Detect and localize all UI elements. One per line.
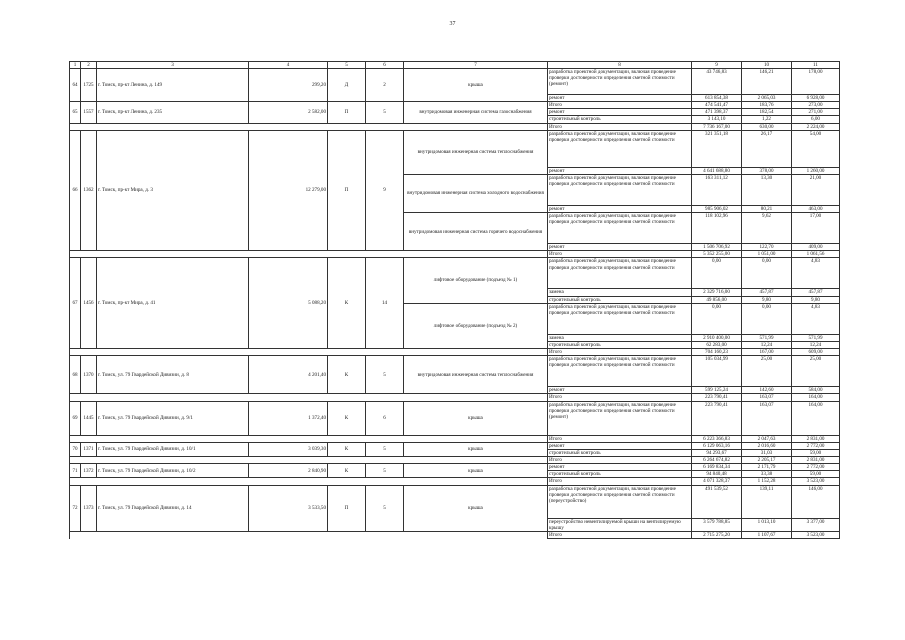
row-index: 67	[70, 258, 81, 349]
area: 4 201,40	[249, 356, 328, 394]
cost: 6 129 063,16	[692, 442, 742, 449]
cost: 163 311,12	[692, 174, 742, 205]
unit-cost: 12,24	[742, 341, 792, 348]
floors: 2	[366, 69, 404, 102]
unit-cost: 0,00	[742, 258, 792, 289]
unit-cost: 25,00	[742, 356, 792, 387]
house-code: 1456	[81, 258, 97, 349]
area: 2 582,00	[249, 102, 328, 123]
element: внутридомовая инженерная система горячего водоснабжения	[404, 213, 548, 251]
area: 12 279,00	[249, 130, 328, 250]
work-type: ремонт	[548, 205, 692, 212]
cost: 491 539,52	[692, 485, 742, 518]
cost: 599 125,24	[692, 387, 742, 394]
unit-cost: 80,21	[742, 205, 792, 212]
cost: 6 264 674,82	[692, 456, 742, 463]
work-type: переустройство невентилируемой крыши на вентилируемую крышу	[548, 518, 692, 531]
cost: 474 541,47	[692, 102, 742, 109]
table-row	[70, 123, 840, 130]
col-header: 3	[97, 62, 249, 69]
unit-cost: 1 051,00	[742, 251, 792, 258]
element: крыша	[404, 464, 548, 478]
cost: 2 910 400,00	[692, 334, 742, 341]
col-header: 7	[404, 62, 548, 69]
wall-material: К	[328, 258, 366, 349]
unit-cost: 2 205,17	[742, 456, 792, 463]
wall-material: П	[328, 130, 366, 250]
floors: 5	[366, 485, 404, 531]
floors: 5	[366, 356, 404, 394]
max-unit-cost: 2 772,00	[792, 464, 840, 471]
unit-cost: 2 065,03	[742, 95, 792, 102]
unit-cost: 1 107,67	[742, 531, 792, 538]
page-number: 37	[449, 21, 456, 27]
max-unit-cost: 25,00	[792, 356, 840, 387]
work-type: ремонт	[548, 109, 692, 116]
work-type: замена	[548, 289, 692, 296]
unit-cost: 183,76	[742, 102, 792, 109]
cost: 2 329 716,00	[692, 289, 742, 296]
cost: 105 034,99	[692, 356, 742, 387]
row-index: 69	[70, 401, 81, 435]
floors: 9	[366, 130, 404, 250]
element: крыша	[404, 485, 548, 531]
address: г. Томск, пр-кт Ленина, д. 235	[97, 102, 249, 123]
table-row	[70, 442, 840, 449]
unit-cost: 33,38	[742, 471, 792, 478]
header-row	[70, 62, 840, 69]
work-type: строительный контроль	[548, 341, 692, 348]
row-index: 72	[70, 485, 81, 531]
cost: 0,00	[692, 303, 742, 334]
work-type: строительный контроль	[548, 116, 692, 123]
address: г. Томск, ул. 79 Гвардейской Дивизии, д. 8	[97, 356, 249, 394]
max-unit-cost: 463,00	[792, 205, 840, 212]
address: г. Томск, пр-кт Мира, д. 41	[97, 258, 249, 349]
unit-cost: 9,80	[742, 296, 792, 303]
max-unit-cost: 59,00	[792, 449, 840, 456]
work-type: Итого	[548, 531, 692, 538]
area: 3 533,50	[249, 485, 328, 531]
max-unit-cost: 409,00	[792, 244, 840, 251]
work-type: ремонт	[548, 167, 692, 174]
work-type: разработка проектной документации, включая проведение проверки достоверности определения сметной стоимости	[548, 130, 692, 167]
cost: 43 746,83	[692, 69, 742, 95]
work-type: Итого	[548, 349, 692, 356]
work-type: разработка проектной документации, включая проведение проверки достоверности определения сметной стоимости	[548, 174, 692, 205]
work-type: ремонт	[548, 95, 692, 102]
table-row	[70, 102, 840, 109]
unit-cost: 1,22	[742, 116, 792, 123]
area: 299,20	[249, 69, 328, 102]
unit-cost: 378,00	[742, 167, 792, 174]
wall-material: Д	[328, 69, 366, 102]
work-type: Итого	[548, 123, 692, 130]
area: 3 039,30	[249, 442, 328, 456]
table-row	[70, 401, 840, 435]
cost: 223 790,41	[692, 401, 742, 435]
house-code: 1373	[81, 485, 97, 531]
col-header: 11	[792, 62, 840, 69]
floors: 14	[366, 258, 404, 349]
work-type: ремонт	[548, 387, 692, 394]
cost: 4 071 328,37	[692, 478, 742, 485]
unit-cost: 182,54	[742, 109, 792, 116]
cost: 6 223 366,83	[692, 435, 742, 442]
element: внутридомовая инженерная система газоснабжения	[404, 102, 548, 123]
max-unit-cost: 164,00	[792, 401, 840, 435]
address: г. Томск, ул. 79 Гвардейской Дивизии, д. 14	[97, 485, 249, 531]
address: г. Томск, ул. 79 Гвардейской Дивизии, д. 10/2	[97, 464, 249, 478]
repair-program-table	[69, 61, 840, 539]
unit-cost: 630,00	[742, 123, 792, 130]
unit-cost: 122,70	[742, 244, 792, 251]
max-unit-cost: 54,00	[792, 130, 840, 167]
work-type: Итого	[548, 102, 692, 109]
work-type: Итого	[548, 456, 692, 463]
unit-cost: 139,11	[742, 485, 792, 518]
unit-cost: 26,17	[742, 130, 792, 167]
work-type: ремонт	[548, 442, 692, 449]
col-header: 9	[692, 62, 742, 69]
cost: 321 351,18	[692, 130, 742, 167]
floors: 6	[366, 401, 404, 435]
element: крыша	[404, 442, 548, 456]
unit-cost: 167,00	[742, 349, 792, 356]
area: 1 372,40	[249, 401, 328, 435]
wall-material: П	[328, 485, 366, 531]
unit-cost: 0,00	[742, 303, 792, 334]
max-unit-cost: 6 928,00	[792, 95, 840, 102]
cost: 3 143,10	[692, 116, 742, 123]
address: г. Томск, пр-кт Ленина, д. 149	[97, 69, 249, 102]
table-row	[70, 485, 840, 518]
work-type: Итого	[548, 394, 692, 401]
work-type: строительный контроль	[548, 471, 692, 478]
max-unit-cost: 2 831,00	[792, 435, 840, 442]
max-unit-cost: 59,00	[792, 471, 840, 478]
floors: 5	[366, 102, 404, 123]
work-type: Итого	[548, 435, 692, 442]
col-header: 10	[742, 62, 792, 69]
wall-material: К	[328, 356, 366, 394]
cost: 5 352 255,00	[692, 251, 742, 258]
max-unit-cost: 9,80	[792, 296, 840, 303]
unit-cost: 457,87	[742, 289, 792, 296]
row-index: 65	[70, 102, 81, 123]
table-row	[70, 69, 840, 95]
table-row	[70, 258, 840, 289]
cost: 49 856,00	[692, 296, 742, 303]
element: лифтовое оборудование (подъезд № 1)	[404, 258, 548, 303]
house-code: 1372	[81, 464, 97, 478]
max-unit-cost: 273,00	[792, 102, 840, 109]
work-type: Итого	[548, 478, 692, 485]
max-unit-cost: 6,00	[792, 116, 840, 123]
element: крыша	[404, 401, 548, 435]
unit-cost: 146,21	[742, 69, 792, 95]
max-unit-cost: 4,83	[792, 258, 840, 289]
element: крыша	[404, 69, 548, 102]
work-type: разработка проектной документации, включая проведение проверки достоверности определения сметной стоимости	[548, 213, 692, 244]
cost: 94 293,67	[692, 449, 742, 456]
work-type: строительный контроль	[548, 296, 692, 303]
work-type: разработка проектной документации, включая проведение проверки достоверности определения сметной стоимости (переустройство)	[548, 485, 692, 518]
address: г. Томск, ул. 79 Гвардейской Дивизии, д. 9/1	[97, 401, 249, 435]
wall-material: П	[328, 102, 366, 123]
work-type: разработка проектной документации, включая проведение проверки достоверности определения сметной стоимости	[548, 258, 692, 289]
house-code: 1557	[81, 102, 97, 123]
cost: 4 641 688,80	[692, 167, 742, 174]
cost: 985 906,02	[692, 205, 742, 212]
work-type: замена	[548, 334, 692, 341]
max-unit-cost: 12,24	[792, 341, 840, 348]
area: 5 088,20	[249, 258, 328, 349]
max-unit-cost: 146,00	[792, 485, 840, 518]
max-unit-cost: 609,00	[792, 349, 840, 356]
unit-cost: 1 013,10	[742, 518, 792, 531]
col-header: 4	[249, 62, 328, 69]
house-code: 1370	[81, 356, 97, 394]
row-index: 66	[70, 130, 81, 250]
row-index: 71	[70, 464, 81, 478]
max-unit-cost: 271,00	[792, 109, 840, 116]
unit-cost: 31,03	[742, 449, 792, 456]
max-unit-cost: 2 224,00	[792, 123, 840, 130]
max-unit-cost: 2 772,00	[792, 442, 840, 449]
max-unit-cost: 1 260,00	[792, 167, 840, 174]
table-row	[70, 356, 840, 387]
floors: 5	[366, 442, 404, 456]
table-row	[70, 435, 840, 442]
unit-cost: 2 171,79	[742, 464, 792, 471]
max-unit-cost: 164,00	[792, 394, 840, 401]
max-unit-cost: 3 377,00	[792, 518, 840, 531]
work-type: ремонт	[548, 244, 692, 251]
table-row	[70, 349, 840, 356]
wall-material: К	[328, 442, 366, 456]
work-type: разработка проектной документации, включая проведение проверки достоверности определения сметной стоимости	[548, 303, 692, 334]
unit-cost: 142,60	[742, 387, 792, 394]
max-unit-cost: 3 523,00	[792, 478, 840, 485]
floors: 5	[366, 464, 404, 478]
max-unit-cost: 17,00	[792, 213, 840, 244]
col-header: 6	[366, 62, 404, 69]
unit-cost: 163,07	[742, 401, 792, 435]
element: внутридомовая инженерная система теплоснабжения	[404, 356, 548, 394]
house-code: 1371	[81, 442, 97, 456]
col-header: 1	[70, 62, 81, 69]
unit-cost: 2 047,63	[742, 435, 792, 442]
cost: 471 398,37	[692, 109, 742, 116]
house-code: 1362	[81, 130, 97, 250]
work-type: разработка проектной документации, включая проведение проверки достоверности определения сметной стоимости (ремонт)	[548, 69, 692, 95]
table-row	[70, 531, 840, 538]
col-header: 5	[328, 62, 366, 69]
unit-cost: 1 152,28	[742, 478, 792, 485]
max-unit-cost: 178,00	[792, 69, 840, 95]
max-unit-cost: 571,99	[792, 334, 840, 341]
house-code: 1445	[81, 401, 97, 435]
cost: 1 506 706,92	[692, 244, 742, 251]
table-row	[70, 464, 840, 471]
address: г. Томск, ул. 79 Гвардейской Дивизии, д. 10/1	[97, 442, 249, 456]
max-unit-cost: 3 523,00	[792, 531, 840, 538]
row-index: 70	[70, 442, 81, 456]
cost: 62 283,00	[692, 341, 742, 348]
cost: 3 579 788,85	[692, 518, 742, 531]
house-code: 1725	[81, 69, 97, 102]
cost: 7 736 167,00	[692, 123, 742, 130]
cost: 0,00	[692, 258, 742, 289]
max-unit-cost: 584,00	[792, 387, 840, 394]
max-unit-cost: 2 831,00	[792, 456, 840, 463]
max-unit-cost: 457,87	[792, 289, 840, 296]
element: лифтовое оборудование (подъезд № 2)	[404, 303, 548, 348]
table-row	[70, 130, 840, 167]
col-header: 2	[81, 62, 97, 69]
max-unit-cost: 21,00	[792, 174, 840, 205]
cost: 223 790,41	[692, 394, 742, 401]
work-type: строительный контроль	[548, 449, 692, 456]
work-type: разработка проектной документации, включая проведение проверки достоверности определения сметной стоимости (ремонт)	[548, 401, 692, 435]
cost: 704 160,23	[692, 349, 742, 356]
unit-cost: 163,07	[742, 394, 792, 401]
element: внутридомовая инженерная система холодного водоснабжения	[404, 174, 548, 212]
col-header: 8	[548, 62, 692, 69]
element: внутридомовая инженерная система теплоснабжения	[404, 130, 548, 174]
cost: 118 102,96	[692, 213, 742, 244]
max-unit-cost: 4,83	[792, 303, 840, 334]
cost: 613 854,38	[692, 95, 742, 102]
unit-cost: 13,30	[742, 174, 792, 205]
cost: 2 715 275,20	[692, 531, 742, 538]
area: 2 840,90	[249, 464, 328, 478]
cost: 6 169 834,34	[692, 464, 742, 471]
table-row	[70, 394, 840, 401]
max-unit-cost: 1 061,56	[792, 251, 840, 258]
table-row	[70, 456, 840, 463]
row-index: 68	[70, 356, 81, 394]
unit-cost: 9,62	[742, 213, 792, 244]
table-row	[70, 478, 840, 485]
unit-cost: 571,99	[742, 334, 792, 341]
cost: 94 840,48	[692, 471, 742, 478]
address: г. Томск, пр-кт Мира, д. 3	[97, 130, 249, 250]
unit-cost: 2 016,60	[742, 442, 792, 449]
table-row	[70, 251, 840, 258]
wall-material: К	[328, 464, 366, 478]
wall-material: К	[328, 401, 366, 435]
work-type: разработка проектной документации, включая проведение проверки достоверности определения сметной стоимости	[548, 356, 692, 387]
work-type: Итого	[548, 251, 692, 258]
row-index: 64	[70, 69, 81, 102]
work-type: ремонт	[548, 464, 692, 471]
